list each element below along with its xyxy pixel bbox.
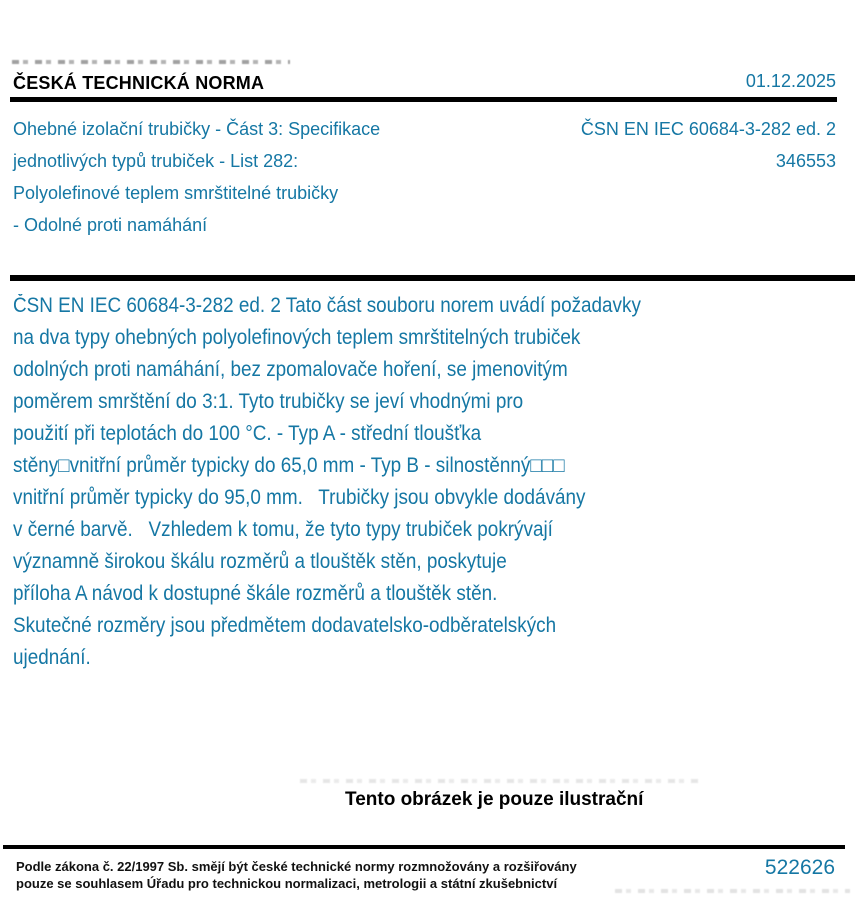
footer-rule xyxy=(3,845,845,849)
catalog-number: 522626 xyxy=(764,856,835,879)
abstract-line: příloha A návod k dostupné škále rozměrů a tlouštěk stěn. xyxy=(13,582,498,605)
section-rule xyxy=(10,275,855,281)
copyright-notice xyxy=(16,858,616,892)
standard-title-line: jednotlivých typů trubiček - List 282: xyxy=(13,151,299,171)
copyright-notice-line: Podle zákona č. 22/1997 Sb. smějí být české technické normy rozmnožovány a rozšiřovány xyxy=(16,859,577,874)
standard-identifiers xyxy=(581,113,836,177)
ghost-artifact-middle xyxy=(300,779,700,783)
standard-title-line: Polyolefinové teplem smrštitelné trubičky xyxy=(13,183,339,203)
abstract-line: ujednání. xyxy=(13,646,91,669)
standard-title-line: - Odolné proti namáhání xyxy=(13,215,208,235)
abstract-line: v černé barvě. Vzhledem k tomu, že tyto typy trubiček pokrývají xyxy=(13,518,553,541)
abstract-line: poměrem smrštění do 3:1. Tyto trubičky se jeví vhodnými pro xyxy=(13,390,524,413)
abstract-line: významně širokou škálu rozměrů a tlouštěk stěn, poskytuje xyxy=(13,550,507,573)
ghost-artifact-top xyxy=(12,60,290,64)
page-title: ČESKÁ TECHNICKÁ NORMA xyxy=(13,73,265,93)
ghost-artifact-bottom xyxy=(615,889,850,893)
abstract-line: stěny□vnitřní průměr typicky do 65,0 mm - Typ B - silnostěnný□□□ xyxy=(13,454,565,477)
abstract-line: použití při teplotách do 100 °C. - Typ A - střední tloušťka xyxy=(13,422,482,445)
abstract-line: Skutečné rozměry jsou předmětem dodavatelsko-odběratelských xyxy=(13,614,557,637)
abstract-line: vnitřní průměr typicky do 95,0 mm. Trubičky jsou obvykle dodávány xyxy=(13,486,586,509)
abstract-line: ČSN EN IEC 60684-3-282 ed. 2 Tato část souboru norem uvádí požadavky xyxy=(13,294,641,317)
illustration-note: Tento obrázek je pouze ilustrační xyxy=(345,789,644,810)
abstract-line: odolných proti namáhání, bez zpomalovače hoření, se jmenovitým xyxy=(13,358,568,381)
standard-reference: ČSN EN IEC 60684-3-282 ed. 2 xyxy=(580,119,836,139)
copyright-notice-line: pouze se souhlasem Úřadu pro technickou normalizaci, metrologii a státní zkušebnictví xyxy=(16,876,558,891)
publication-date: 01.12.2025 xyxy=(745,71,836,91)
catalog-class-number: 346553 xyxy=(775,151,836,171)
abstract-text xyxy=(13,290,853,674)
header-rule xyxy=(10,97,837,102)
standard-title-line: Ohebné izolační trubičky - Část 3: Specifikace xyxy=(13,119,381,139)
standard-title xyxy=(13,113,533,241)
abstract-line: na dva typy ohebných polyolefinových teplem smrštitelných trubiček xyxy=(13,326,581,349)
